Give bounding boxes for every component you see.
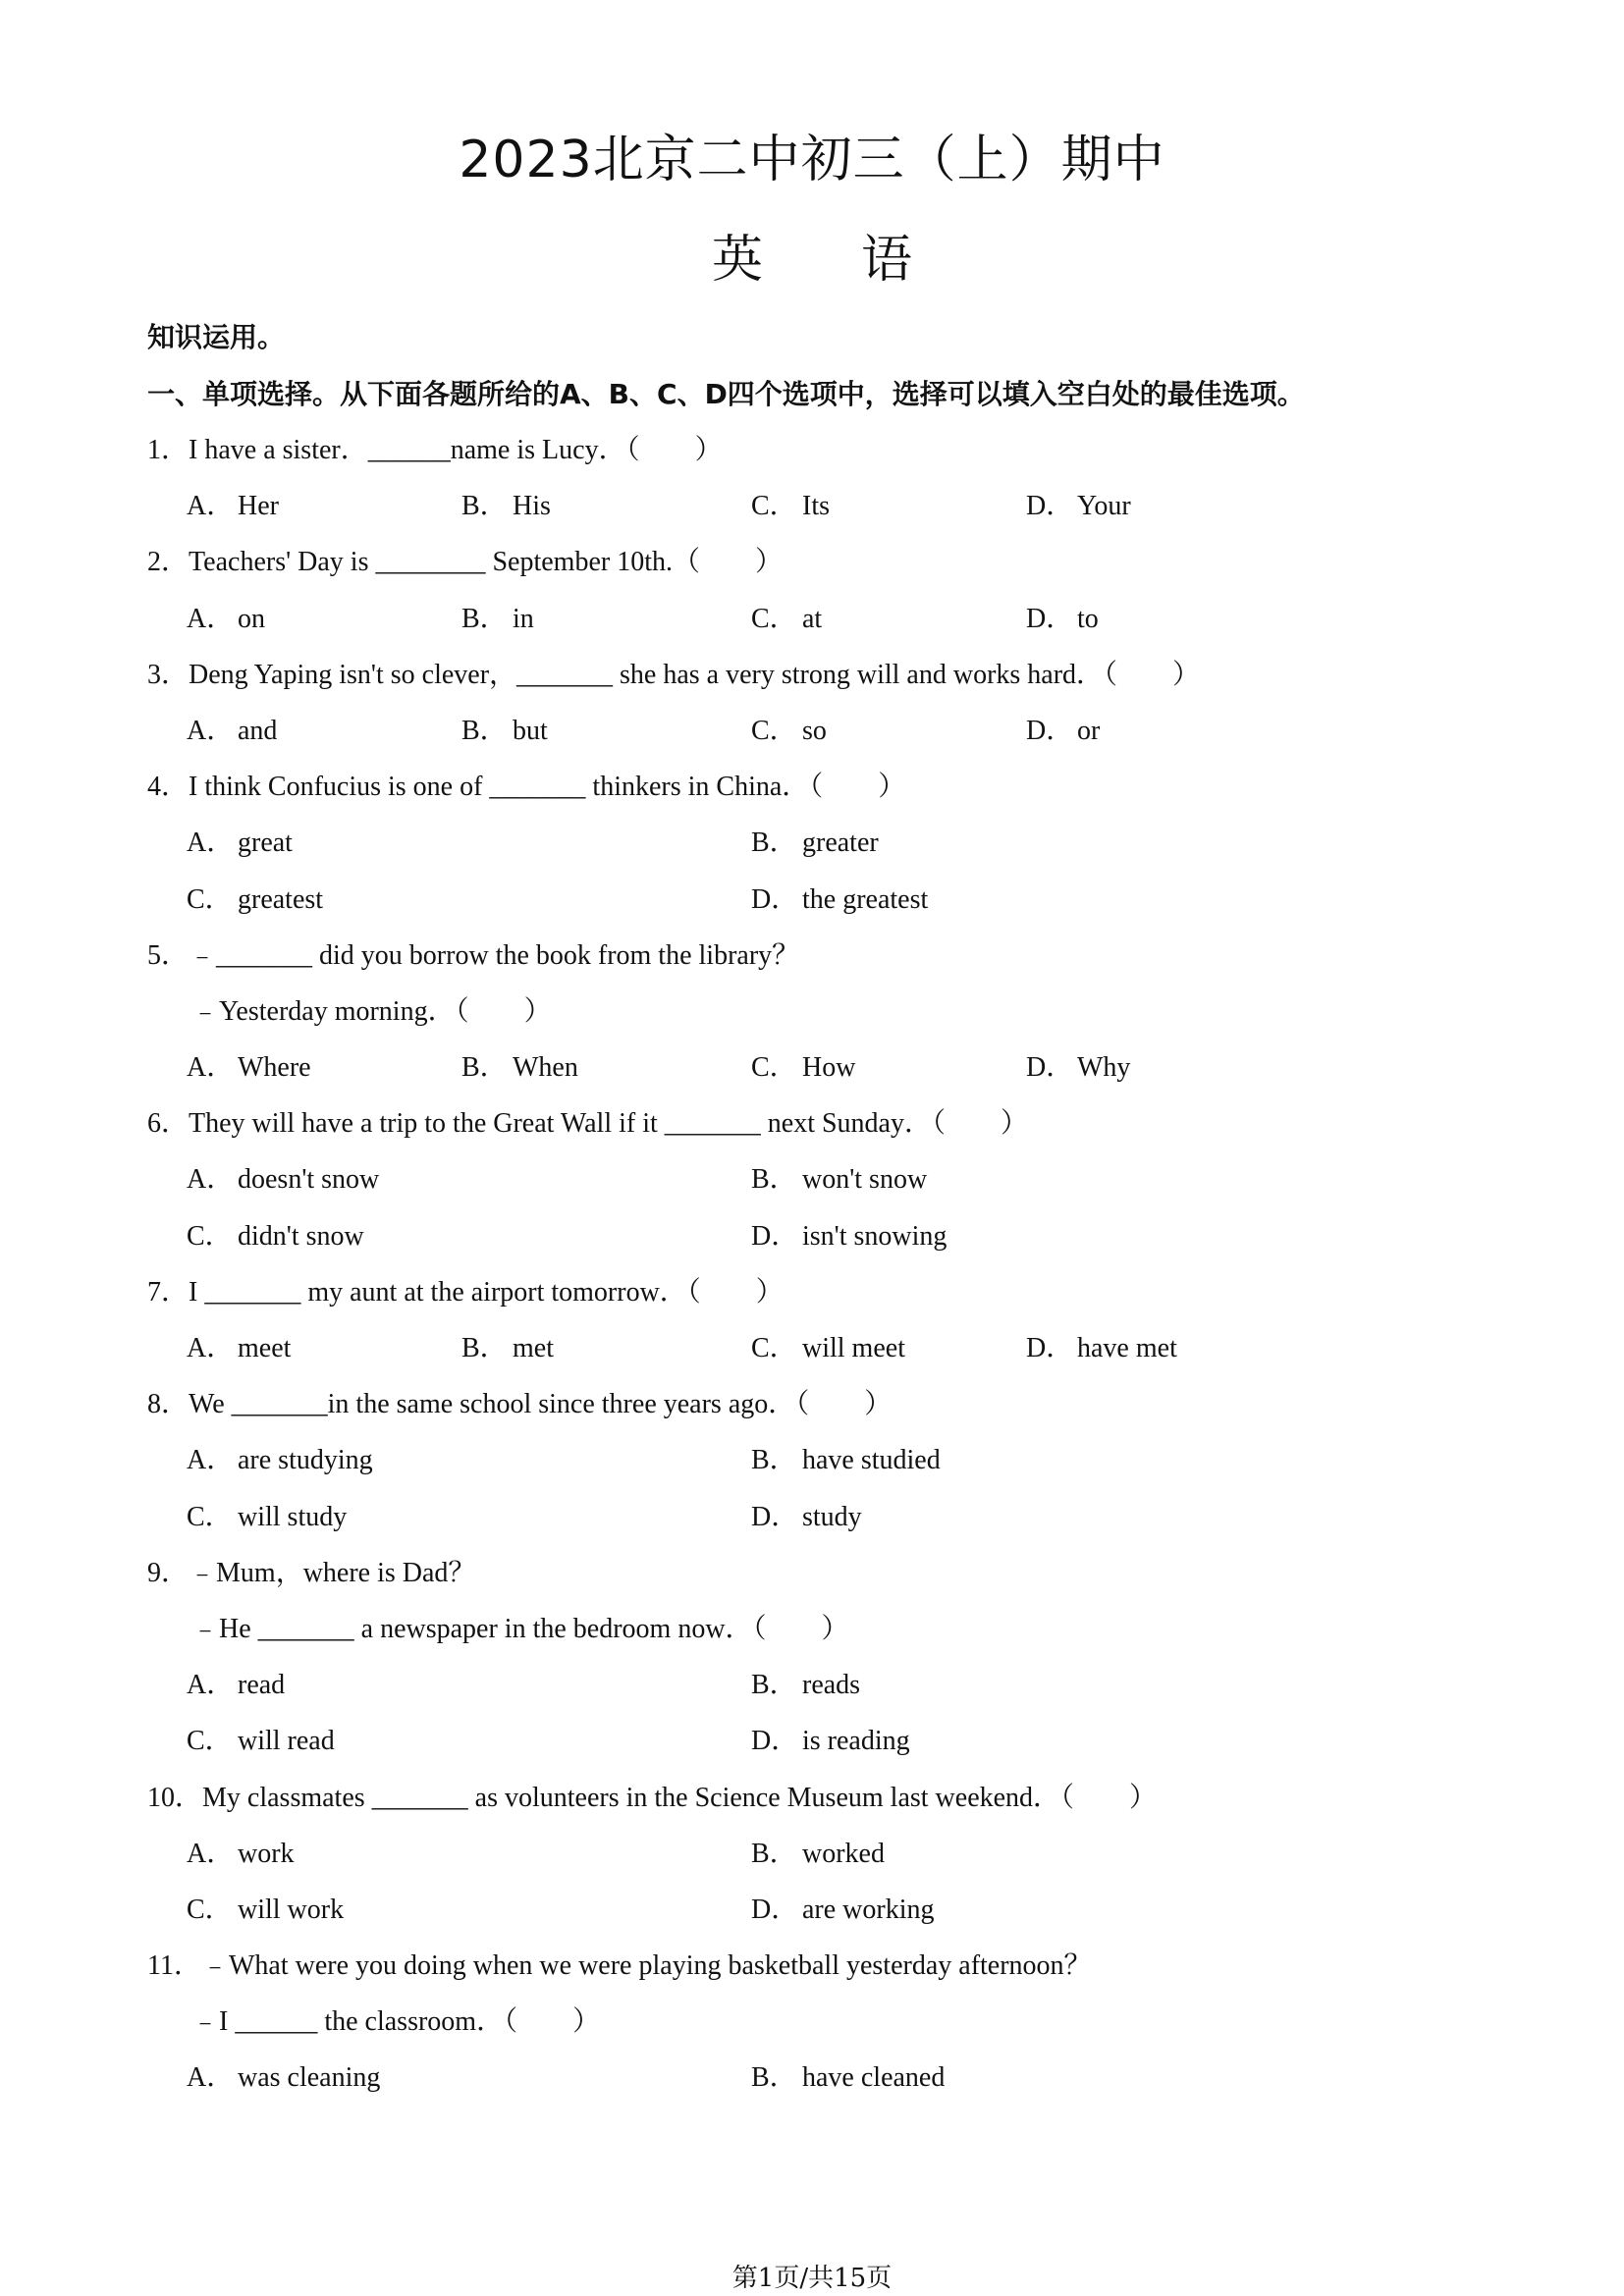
option-text: are studying [238, 1445, 373, 1476]
option-text: so [802, 715, 827, 746]
option-label: A． [187, 2062, 235, 2094]
question-stem-cont [191, 1601, 849, 1657]
question-line [0, 1095, 1624, 1151]
option-text: but [513, 715, 548, 746]
option-label: C． [751, 491, 797, 522]
option-label: A． [187, 1445, 235, 1476]
question-stem [147, 1545, 475, 1601]
answer-option [751, 1320, 905, 1376]
option-text: are working [802, 1894, 935, 1925]
option-row [0, 1432, 1624, 1488]
answer-option [751, 1432, 941, 1488]
option-row [0, 1040, 1624, 1095]
answer-option [461, 1040, 578, 1095]
question-stem-cont [191, 984, 552, 1040]
option-label: B． [751, 1445, 797, 1476]
option-row [0, 1208, 1624, 1264]
answer-option [1026, 591, 1099, 647]
option-text: great [238, 828, 293, 859]
option-label: A． [187, 603, 235, 634]
option-label: D． [1026, 603, 1074, 634]
answer-option [187, 1208, 364, 1264]
option-label: B． [461, 603, 508, 634]
question-stem [147, 1264, 784, 1320]
option-label: B． [461, 491, 508, 522]
option-label: C． [187, 1220, 233, 1252]
option-row [0, 703, 1624, 759]
option-text: work [238, 1838, 295, 1869]
option-text: Her [238, 491, 279, 522]
question-text: ﹣_______ did you borrow the book from the library？ [189, 939, 800, 971]
option-label: B． [461, 1052, 508, 1084]
answer-option [1026, 1320, 1177, 1376]
option-label: C． [187, 883, 233, 915]
question-text: I have a sister．______name is Lucy．（ ） [189, 435, 723, 465]
question-line [0, 1545, 1624, 1601]
question-stem [147, 1095, 1028, 1151]
option-text: or [1077, 715, 1101, 746]
question-number: 3． [147, 659, 189, 690]
option-label: A． [187, 491, 235, 522]
question-text: Teachers' Day is ________ September 10th.（ ） [189, 547, 783, 578]
option-label: A． [187, 1052, 235, 1084]
option-text: isn't snowing [802, 1220, 947, 1252]
answer-option [187, 1826, 295, 1882]
option-text: Its [802, 491, 830, 522]
question-number: 1． [147, 435, 189, 465]
question-stem [147, 1938, 1092, 1994]
question-number: 6． [147, 1108, 189, 1140]
option-label: B． [751, 2062, 797, 2094]
answer-option [751, 703, 827, 759]
option-label: D． [751, 1220, 799, 1252]
question-line [0, 984, 1624, 1040]
question-stem [147, 534, 783, 590]
answer-option [1026, 703, 1100, 759]
option-row [0, 1713, 1624, 1769]
option-label: A． [187, 828, 235, 859]
question-text: I _______ my aunt at the airport tomorrow．（ ） [189, 1276, 784, 1308]
answer-option [461, 478, 551, 534]
option-text: will read [238, 1726, 335, 1757]
answer-option [187, 1489, 347, 1545]
question-text: I think Confucius is one of _______ thinkers in China．（ ） [189, 772, 906, 803]
option-row [0, 1657, 1624, 1713]
option-label: D． [751, 1501, 799, 1532]
option-row [0, 1151, 1624, 1207]
answer-option [1026, 478, 1131, 534]
option-label: B． [461, 1333, 508, 1363]
question-text: ﹣I ______ the classroom．（ ） [191, 2006, 601, 2038]
answer-option [461, 591, 534, 647]
option-text: have met [1077, 1333, 1177, 1363]
option-label: A． [187, 1164, 235, 1196]
question-line [0, 1938, 1624, 1994]
section-label: 知识运用。 [147, 321, 286, 353]
option-text: Why [1077, 1052, 1131, 1084]
option-row [0, 872, 1624, 928]
option-label: C． [187, 1501, 233, 1532]
question-line [0, 1994, 1624, 2050]
option-text: met [513, 1333, 554, 1363]
answer-option [751, 1657, 860, 1713]
answer-option [751, 1713, 910, 1769]
question-line [0, 1601, 1624, 1657]
option-row [0, 1882, 1624, 1938]
question-stem [147, 647, 1200, 703]
answer-option [187, 703, 277, 759]
question-line [0, 647, 1624, 703]
option-text: read [238, 1670, 286, 1701]
option-text: on [238, 603, 265, 634]
option-text: worked [802, 1838, 885, 1869]
answer-option [187, 1713, 335, 1769]
section-instruction: 一、单项选择。从下面各题所给的A、B、C、D四个选项中，选择可以填入空白处的最佳选项。 [147, 378, 1305, 410]
option-label: D． [1026, 715, 1074, 746]
option-text: will meet [802, 1333, 905, 1363]
option-label: B． [461, 715, 508, 746]
option-label: C． [187, 1726, 233, 1757]
question-line [0, 928, 1624, 984]
answer-option [751, 1826, 885, 1882]
question-line [0, 534, 1624, 590]
answer-option [187, 1882, 344, 1938]
question-text: ﹣Yesterday morning．（ ） [191, 995, 552, 1027]
page-title: 2023北京二中初三（上）期中 [459, 131, 1165, 189]
answer-option [751, 1208, 947, 1264]
question-text: They will have a trip to the Great Wall if it _______ next Sunday．（ ） [189, 1108, 1028, 1140]
option-text: His [513, 491, 551, 522]
option-text: greatest [238, 883, 324, 915]
question-stem [147, 422, 723, 478]
question-stem [147, 1770, 1157, 1826]
question-number: 9． [147, 1557, 189, 1588]
option-label: B． [751, 1670, 797, 1701]
option-text: Your [1077, 491, 1131, 522]
question-stem [147, 1376, 892, 1432]
answer-option [187, 478, 279, 534]
option-text: won't snow [802, 1164, 928, 1196]
option-label: D． [751, 1726, 799, 1757]
answer-option [751, 1489, 862, 1545]
option-label: B． [751, 828, 797, 859]
option-text: will study [238, 1501, 348, 1532]
answer-option [751, 815, 879, 871]
option-label: B． [751, 1164, 797, 1196]
option-text: reads [802, 1670, 861, 1701]
option-text: When [513, 1052, 578, 1084]
option-text: Where [238, 1052, 311, 1084]
option-row [0, 1489, 1624, 1545]
question-text: Deng Yaping isn't so clever，_______ she has a very strong will and works hard．（ ） [189, 659, 1201, 690]
answer-option [751, 1882, 935, 1938]
option-label: C． [751, 715, 797, 746]
option-text: to [1077, 603, 1099, 634]
question-number: 11． [147, 1950, 201, 1982]
answer-option [187, 591, 265, 647]
option-text: study [802, 1501, 862, 1532]
answer-option [461, 703, 548, 759]
question-text: ﹣What were you doing when we were playing basketball yesterday afternoon？ [200, 1950, 1092, 1982]
option-label: A． [187, 1838, 235, 1869]
answer-option [751, 591, 822, 647]
option-label: D． [1026, 1052, 1074, 1084]
option-text: have studied [802, 1445, 941, 1476]
question-number: 4． [147, 772, 189, 803]
question-text: ﹣Mum，where is Dad？ [189, 1557, 476, 1588]
answer-option [1026, 1040, 1130, 1095]
question-stem-cont [191, 1994, 600, 2050]
option-text: will work [238, 1894, 345, 1925]
question-list [0, 422, 1624, 2107]
question-text: My classmates _______ as volunteers in the Science Museum last weekend．（ ） [202, 1782, 1158, 1813]
option-label: C． [751, 1052, 797, 1084]
question-line [0, 1376, 1624, 1432]
answer-option [751, 1040, 855, 1095]
answer-option [187, 1040, 311, 1095]
answer-option [751, 2050, 945, 2106]
answer-option [187, 1657, 285, 1713]
question-number: 5． [147, 939, 189, 971]
answer-option [187, 815, 293, 871]
question-stem [147, 928, 799, 984]
answer-option [187, 872, 323, 928]
option-label: A． [187, 1333, 235, 1363]
option-label: B． [751, 1838, 797, 1869]
answer-option [461, 1320, 554, 1376]
subject-char: 语 [861, 231, 913, 290]
subject-char: 英 [711, 231, 763, 290]
answer-option [187, 1320, 291, 1376]
answer-option [751, 872, 928, 928]
question-line [0, 759, 1624, 815]
question-line [0, 422, 1624, 478]
option-text: is reading [802, 1726, 910, 1757]
option-text: the greatest [802, 883, 929, 915]
question-number: 10． [147, 1782, 203, 1813]
option-text: and [238, 715, 278, 746]
option-label: D． [751, 883, 799, 915]
subject-title [0, 218, 1624, 292]
option-row [0, 2050, 1624, 2106]
question-line [0, 1770, 1624, 1826]
answer-option [187, 1432, 373, 1488]
option-text: meet [238, 1333, 292, 1363]
option-row [0, 591, 1624, 647]
question-text: We _______in the same school since three years ago．（ ） [189, 1389, 893, 1420]
option-row [0, 478, 1624, 534]
option-label: C． [187, 1894, 233, 1925]
option-text: in [513, 603, 534, 634]
page-number: 第1页/共15页 [731, 2264, 893, 2293]
option-text: greater [802, 828, 879, 859]
option-text: have cleaned [802, 2062, 946, 2094]
answer-option [187, 2050, 380, 2106]
option-row [0, 815, 1624, 871]
option-label: A． [187, 1670, 235, 1701]
question-number: 7． [147, 1276, 189, 1308]
option-row [0, 1320, 1624, 1376]
option-text: was cleaning [238, 2062, 381, 2094]
option-label: C． [751, 1333, 797, 1363]
option-text: doesn't snow [238, 1164, 380, 1196]
question-line [0, 1264, 1624, 1320]
option-label: D． [1026, 491, 1074, 522]
option-text: How [802, 1052, 856, 1084]
option-text: didn't snow [238, 1220, 364, 1252]
option-label: A． [187, 715, 235, 746]
answer-option [751, 478, 830, 534]
answer-option [751, 1151, 927, 1207]
option-label: C． [751, 603, 797, 634]
question-text: ﹣He _______ a newspaper in the bedroom now．（ ） [191, 1613, 849, 1644]
option-label: D． [751, 1894, 799, 1925]
answer-option [187, 1151, 379, 1207]
question-number: 8． [147, 1389, 189, 1420]
question-number: 2． [147, 547, 189, 578]
option-row [0, 1826, 1624, 1882]
question-stem [147, 759, 905, 815]
option-label: D． [1026, 1333, 1074, 1363]
option-text: at [802, 603, 823, 634]
